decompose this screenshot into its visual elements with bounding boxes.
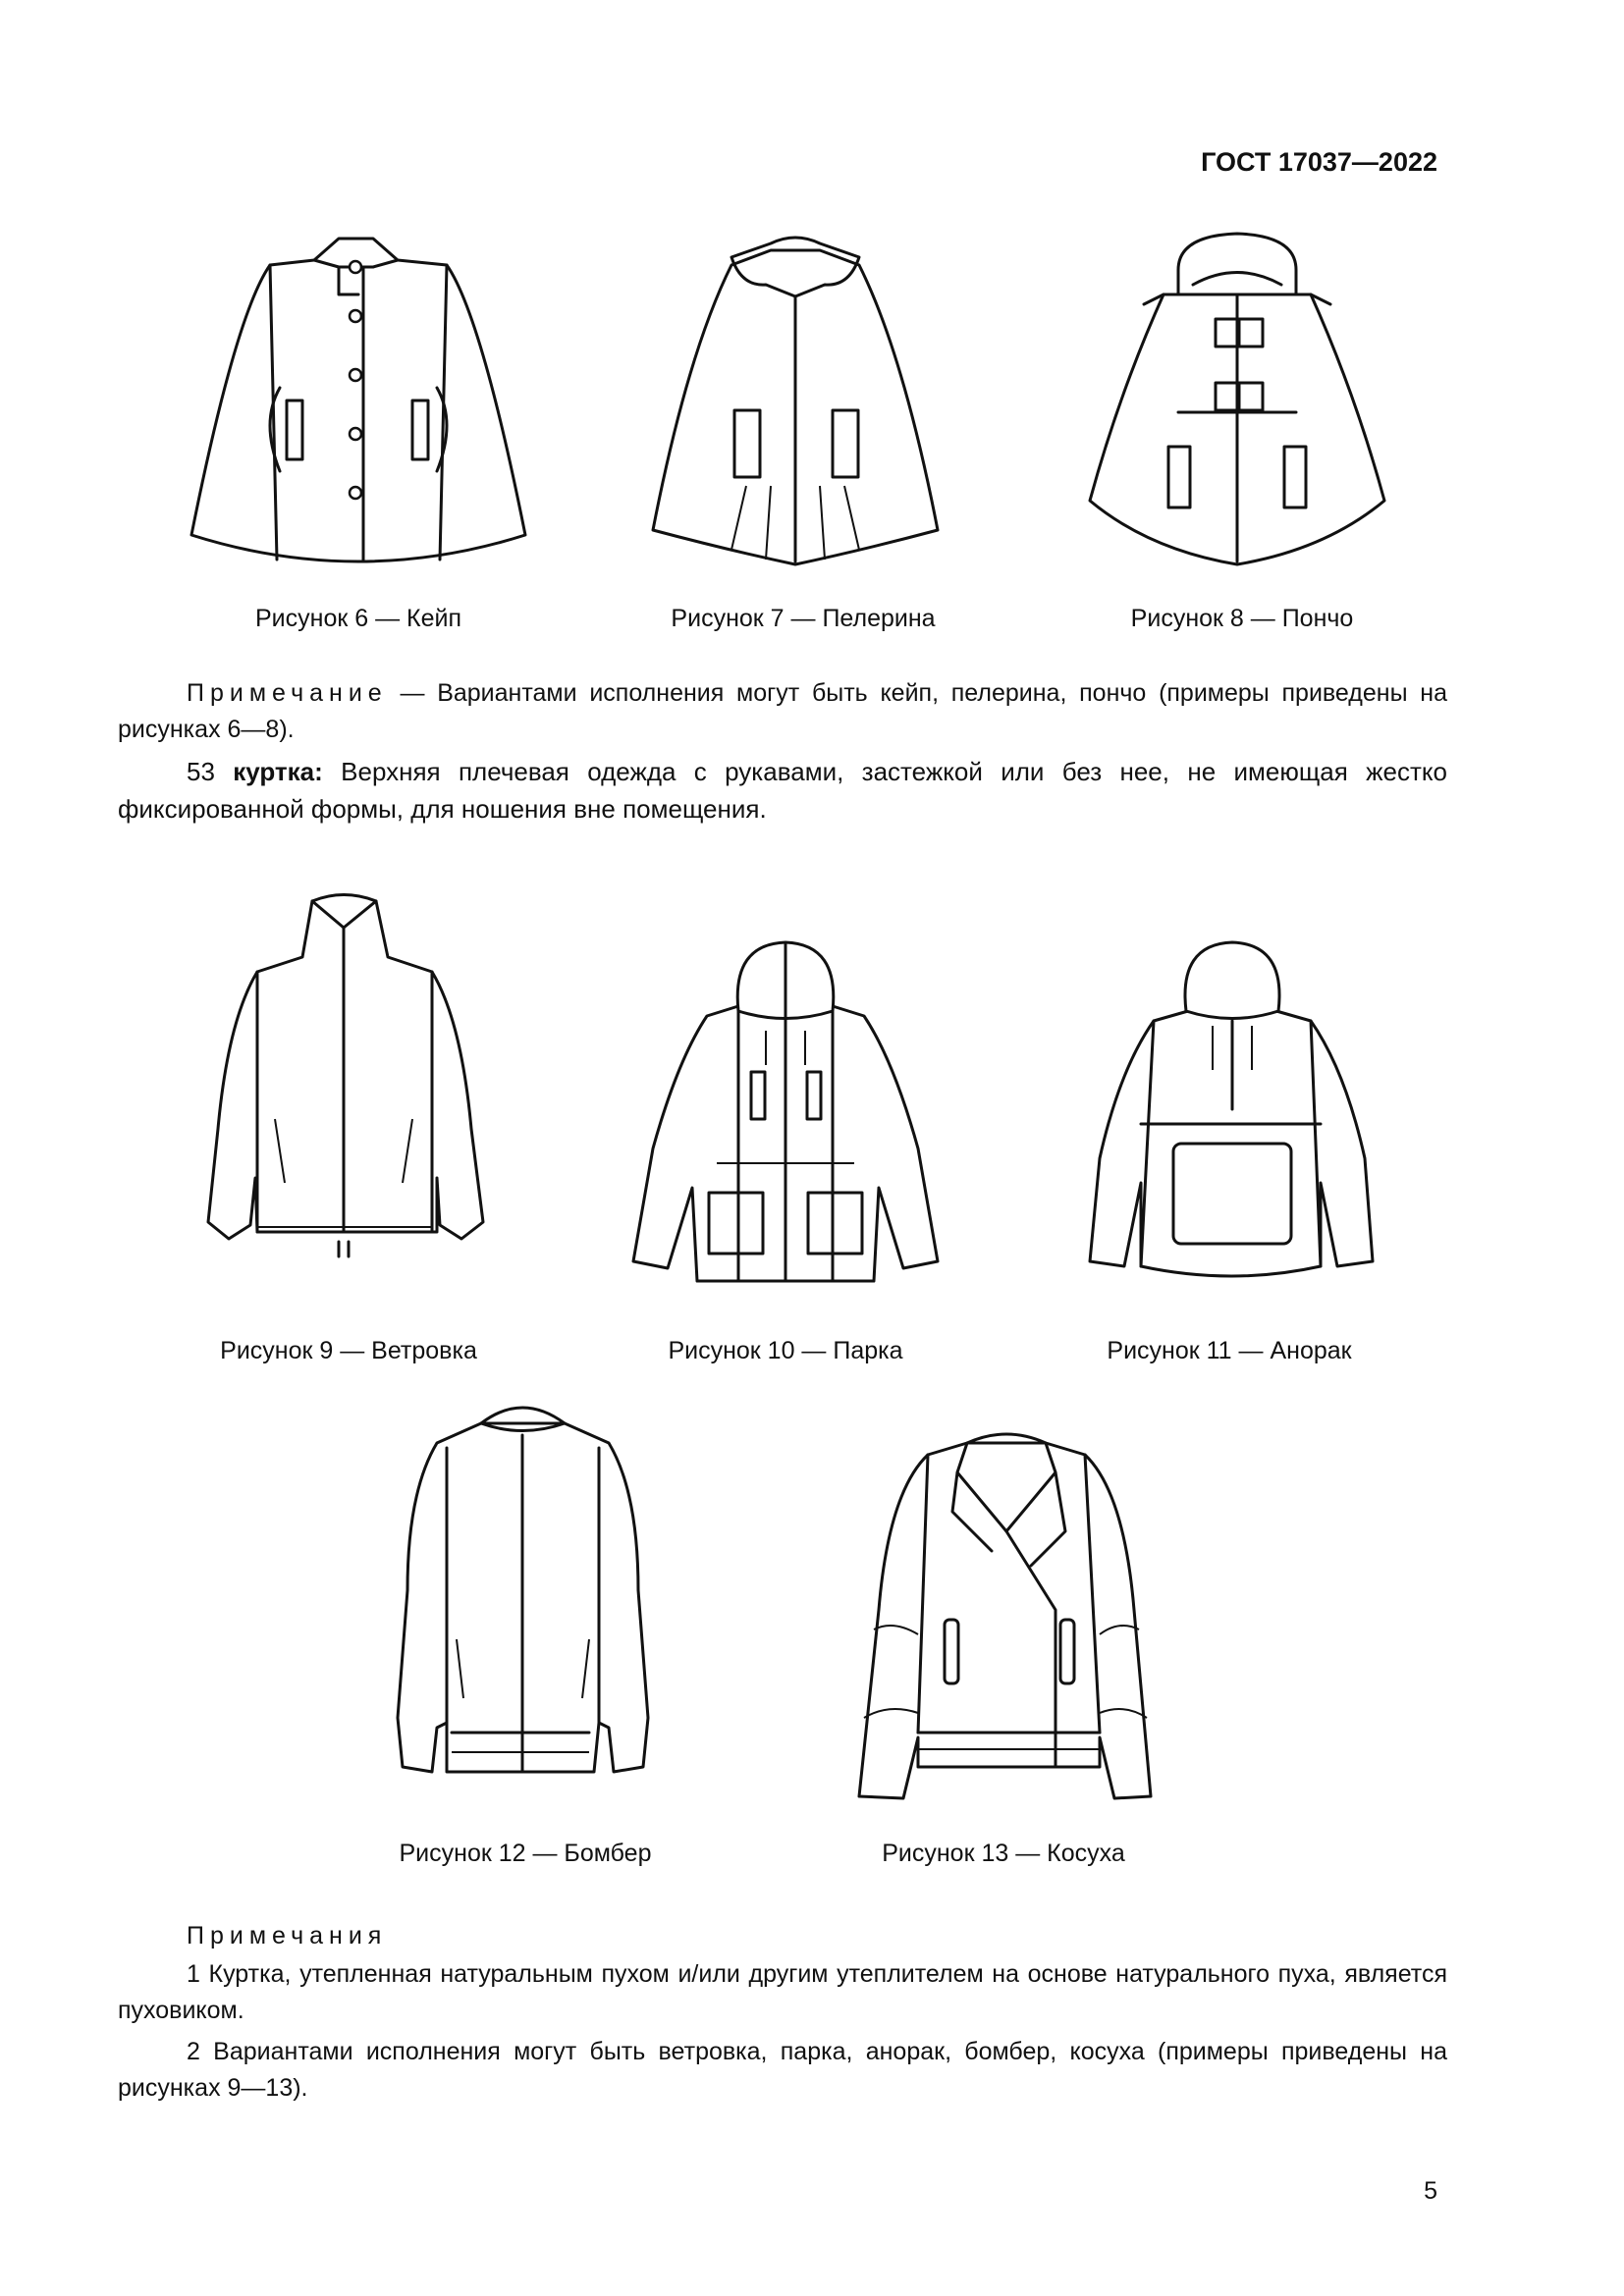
note-text: — Вариантами исполнения могут быть кейп, пелерина, пончо (примеры приведены на рисунках 6—8).: [118, 679, 1447, 743]
figure-10-caption: Рисунок 10 — Парка: [668, 1337, 903, 1364]
term-number: 53: [187, 757, 234, 786]
figure-poncho-illustration: [1080, 231, 1394, 569]
figure-11-caption: Рисунок 11 — Анорак: [1107, 1337, 1352, 1364]
figure-bomber-illustration: [393, 1399, 653, 1801]
figure-7-caption: Рисунок 7 — Пелерина: [671, 605, 936, 632]
term-name: куртка:: [233, 757, 323, 786]
notes-label: Примечания: [187, 1922, 388, 1949]
figure-9-caption: Рисунок 9 — Ветровка: [220, 1337, 477, 1364]
note-item-1: 1 Куртка, утепленная натуральным пухом и/или другим утеплителем на основе натурального пуха, является пуховиком.: [118, 1960, 1447, 2024]
figure-anorak-illustration: [1075, 937, 1399, 1301]
note-figures-6-8: [118, 675, 1447, 748]
figure-6-caption: Рисунок 6 — Кейп: [255, 605, 461, 632]
figure-windbreaker-illustration: [180, 885, 514, 1263]
figure-12-caption: Рисунок 12 — Бомбер: [399, 1840, 652, 1867]
figure-pelerine-illustration: [648, 231, 943, 569]
note-item-2: 2 Вариантами исполнения могут быть ветровка, парка, анорак, бомбер, косуха (примеры приведены на рисунках 9—13).: [118, 2038, 1447, 2102]
document-header: ГОСТ 17037—2022: [1201, 147, 1437, 177]
page-number: 5: [1424, 2177, 1437, 2205]
figure-parka-illustration: [628, 937, 947, 1291]
term-definition: Верхняя плечевая одежда с рукавами, застежкой или без нее, не имеющая жестко фиксированной формы, для ношения вне помещения.: [118, 757, 1447, 824]
figure-cape-illustration: [187, 231, 530, 569]
figure-13-caption: Рисунок 13 — Косуха: [882, 1840, 1125, 1867]
figure-biker-jacket-illustration: [852, 1423, 1157, 1806]
note-label: Примечание: [187, 679, 388, 707]
notes-heading: [118, 1918, 1447, 1954]
figure-8-caption: Рисунок 8 — Пончо: [1130, 605, 1354, 632]
term-53-definition: [118, 753, 1447, 828]
